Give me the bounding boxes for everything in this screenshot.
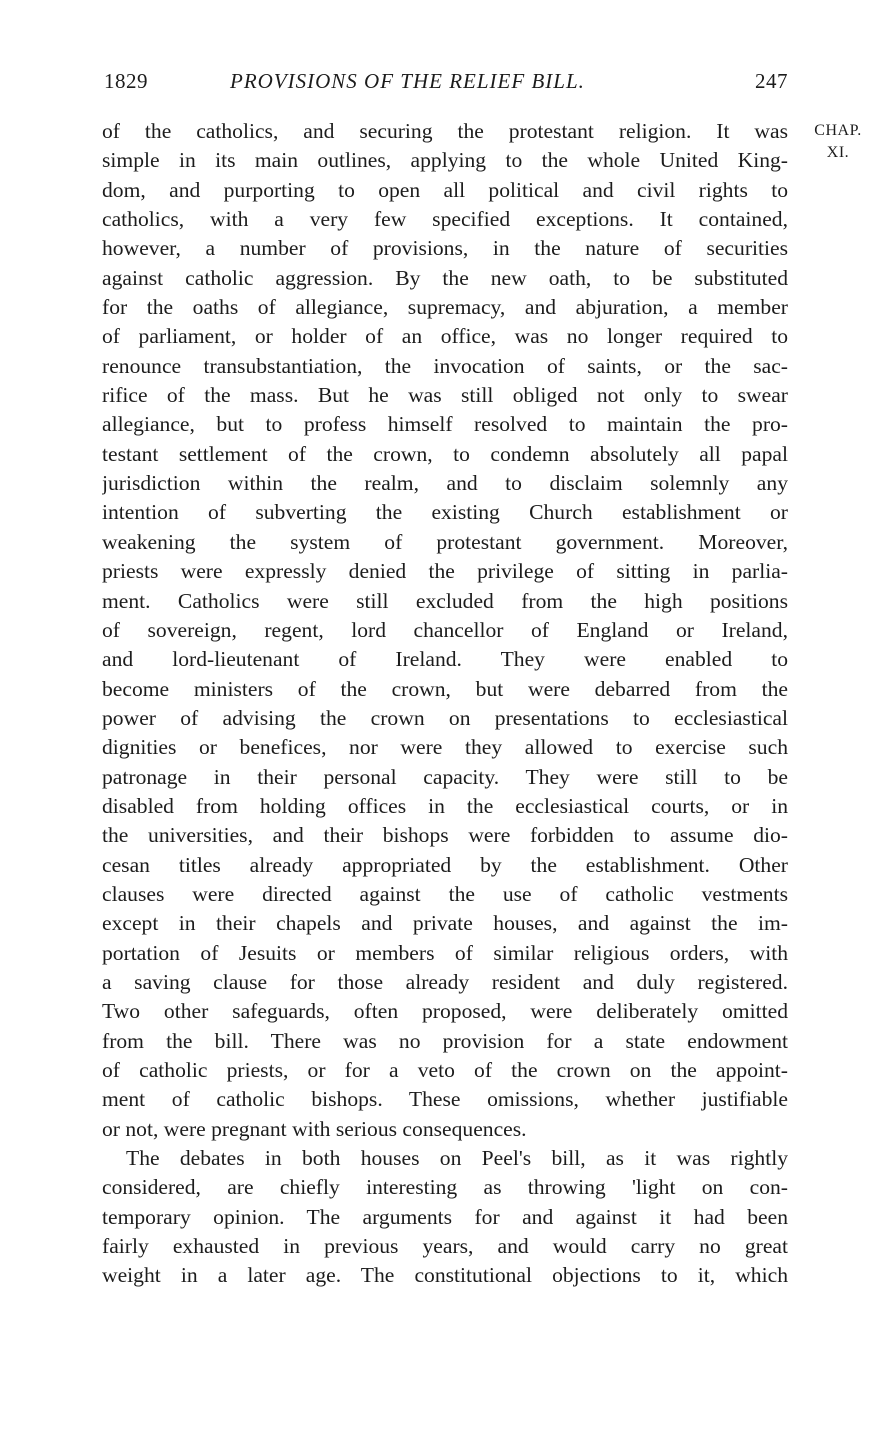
text-line: weight in a later age. The constitutional objections to it, which bbox=[102, 1263, 788, 1288]
running-head bbox=[102, 66, 788, 96]
chapter-margin-note bbox=[803, 120, 873, 164]
text-line: The debates in both houses on Peel's bill, as it was rightly bbox=[126, 1146, 788, 1171]
text-line: disabled from holding offices in the ecclesiastical courts, or in bbox=[102, 793, 788, 818]
text-line: become ministers of the crown, but were debarred from the bbox=[102, 676, 788, 701]
text-line: for the oaths of allegiance, supremacy, and abjuration, a member bbox=[102, 295, 788, 320]
text-line: against catholic aggression. By the new oath, to be substituted bbox=[102, 265, 788, 290]
text-line: priests were expressly denied the privilege of sitting in parlia- bbox=[102, 559, 788, 584]
text-line: of catholic priests, or for a veto of the crown on the appoint- bbox=[102, 1058, 788, 1082]
text-line: of sovereign, regent, lord chancellor of England or Ireland, bbox=[102, 617, 788, 642]
chapter-label: CHAP. bbox=[814, 122, 862, 139]
text-line: cesan titles already appropriated by the establishment. Other bbox=[102, 852, 788, 877]
text-line: ment. Catholics were still excluded from the high positions bbox=[102, 588, 788, 613]
text-line: of parliament, or holder of an office, was no longer required to bbox=[102, 324, 788, 349]
text-line: renounce transubstantiation, the invocation of saints, or the sac- bbox=[102, 353, 788, 378]
text-line: fairly exhausted in previous years, and would carry no great bbox=[102, 1234, 788, 1259]
text-line: except in their chapels and private houses, and against the im- bbox=[102, 911, 788, 936]
text-line: the universities, and their bishops were forbidden to assume dio- bbox=[102, 823, 788, 848]
text-line: Two other safeguards, often proposed, were deliberately omitted bbox=[102, 999, 788, 1024]
text-line: simple in its main outlines, applying to the whole United King- bbox=[102, 148, 788, 173]
text-line: catholics, with a very few specified exceptions. It contained, bbox=[102, 207, 788, 232]
chapter-number: XI. bbox=[826, 144, 850, 161]
text-line: allegiance, but to profess himself resolved to maintain the pro- bbox=[102, 412, 788, 437]
text-line: or not, were pregnant with serious consequences. bbox=[102, 1116, 527, 1141]
text-line: rifice of the mass. But he was still obliged not only to swear bbox=[102, 383, 788, 408]
text-line: testant settlement of the crown, to condemn absolutely all papal bbox=[102, 441, 788, 466]
text-line: intention of subverting the existing Church establishment or bbox=[102, 500, 788, 525]
text-line: of the catholics, and securing the protestant religion. It was bbox=[102, 119, 788, 143]
text-line: considered, are chiefly interesting as throwing 'light on con- bbox=[102, 1175, 788, 1200]
text-line: jurisdiction within the realm, and to disclaim solemnly any bbox=[102, 471, 788, 496]
running-head-title: PROVISIONS OF THE RELIEF BILL. bbox=[230, 69, 585, 93]
text-line: temporary opinion. The arguments for and against it had been bbox=[102, 1204, 788, 1229]
text-line: power of advising the crown on presentations to ecclesiastical bbox=[102, 705, 788, 730]
text-line: weakening the system of protestant government. Moreover, bbox=[102, 529, 788, 554]
page-number: 247 bbox=[755, 69, 788, 93]
text-line: clauses were directed against the use of catholic vestments bbox=[102, 881, 788, 906]
text-line: from the bill. There was no provision for a state endowment bbox=[102, 1028, 788, 1053]
text-line: portation of Jesuits or members of similar religious orders, with bbox=[102, 940, 788, 965]
body-text bbox=[102, 117, 788, 1291]
text-line: however, a number of provisions, in the nature of securities bbox=[102, 236, 788, 261]
text-line: and lord-lieutenant of Ireland. They were enabled to bbox=[102, 647, 788, 672]
text-line: ment of catholic bishops. These omissions, whether justifiable bbox=[102, 1087, 788, 1112]
text-line: patronage in their personal capacity. They were still to be bbox=[102, 764, 788, 789]
text-line: dom, and purporting to open all political and civil rights to bbox=[102, 177, 788, 202]
running-head-year: 1829 bbox=[104, 69, 148, 93]
text-line: dignities or benefices, nor were they allowed to exercise such bbox=[102, 735, 788, 760]
text-line: a saving clause for those already resident and duly registered. bbox=[102, 969, 788, 994]
